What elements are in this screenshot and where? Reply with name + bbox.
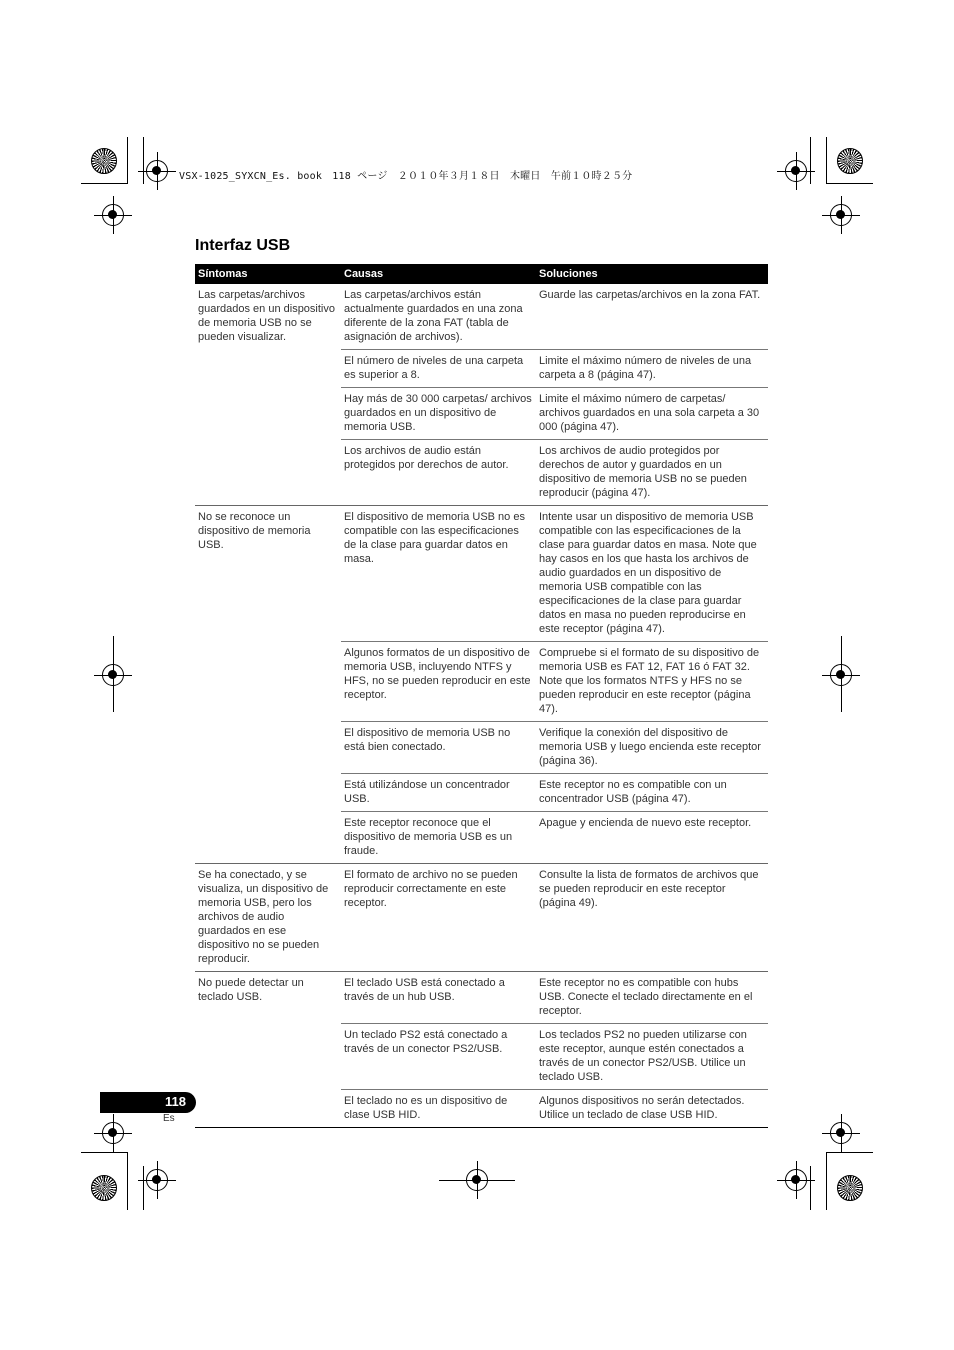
cause-cell: Los archivos de audio están protegidos por derechos de autor. (341, 440, 536, 506)
page-number: 118 (165, 1094, 186, 1109)
cause-cell: Las carpetas/archivos están actualmente guardados en una zona diferente de la zona FAT (tabla de asignación de archivos). (344, 289, 523, 343)
registration-mark-icon (830, 1122, 852, 1144)
solution-cell: Apague y encienda de nuevo este receptor. (536, 812, 768, 864)
color-bar-icon (91, 148, 117, 174)
section-title: Interfaz USB (195, 237, 291, 254)
solution-cell: Guarde las carpetas/archivos en la zona FAT. (539, 289, 761, 301)
cause-cell: Algunos formatos de un dispositivo de memoria USB, incluyendo NTFS y HFS, no se pueden reproducir en este receptor. (341, 642, 536, 722)
troubleshooting-table (195, 264, 768, 1128)
table-row (195, 864, 768, 972)
registration-mark-icon (830, 204, 852, 226)
solution-cell: Consulte la lista de formatos de archivos que se pueden reproducir en este receptor (página 49). (536, 864, 768, 972)
registration-mark-icon (146, 1169, 168, 1191)
column-header-symptoms: Síntomas (195, 264, 341, 284)
cause-cell: El teclado no es un dispositivo de clase USB HID. (341, 1090, 536, 1128)
solution-cell: Los teclados PS2 no pueden utilizarse con este receptor, aunque estén conectados a través de un conector PS2/USB. Utilice un teclado USB. (536, 1024, 768, 1090)
symptom-cell: Se ha conectado, y se visualiza, un dispositivo de memoria USB, pero los archivos de audio guardados en ese dispositivo no se pueden reproducir. (195, 864, 341, 972)
table-row (195, 506, 768, 642)
cause-cell: Un teclado PS2 está conectado a través de un conector PS2/USB. (341, 1024, 536, 1090)
solution-cell: Los archivos de audio protegidos por derechos de autor y guardados en un dispositivo de memoria USB no se pueden reproducir (página 47). (536, 440, 768, 506)
table-row (195, 284, 768, 350)
solution-cell: Verifique la conexión del dispositivo de memoria USB y luego encienda este receptor (página 36). (536, 722, 768, 774)
symptom-cell: Las carpetas/archivos guardados en un dispositivo de memoria USB no se pueden visualizar. (198, 289, 335, 343)
color-bar-icon (837, 1175, 863, 1201)
color-bar-icon (837, 148, 863, 174)
page-language: Es (163, 1113, 175, 1124)
print-header: VSX-1025_SYXCN_Es. book 118 ページ ２０１０年３月１８日 木曜日 午前１０時２５分 (179, 171, 633, 182)
page-number-badge (100, 1092, 196, 1113)
solution-cell: Este receptor no es compatible con un concentrador USB (página 47). (536, 774, 768, 812)
symptom-cell: No puede detectar un teclado USB. (195, 972, 341, 1128)
solution-cell: Compruebe si el formato de su dispositivo de memoria USB es FAT 12, FAT 16 ó FAT 32. Note que los formatos NTFS y HFS no se pueden reproducir en este receptor (página 47). (536, 642, 768, 722)
registration-mark-icon (785, 1169, 807, 1191)
table-header-row (195, 264, 768, 284)
solution-cell: Limite el máximo número de niveles de una carpeta a 8 (página 47). (536, 350, 768, 388)
column-header-solutions: Soluciones (536, 264, 768, 284)
registration-mark-icon (146, 160, 168, 182)
column-header-causes: Causas (341, 264, 536, 284)
cause-cell: Está utilizándose un concentrador USB. (341, 774, 536, 812)
registration-mark-icon (102, 204, 124, 226)
color-bar-icon (91, 1175, 117, 1201)
cause-cell: El número de niveles de una carpeta es superior a 8. (341, 350, 536, 388)
solution-cell: Algunos dispositivos no serán detectados. Utilice un teclado de clase USB HID. (536, 1090, 768, 1128)
registration-mark-icon (785, 160, 807, 182)
cause-cell: Este receptor reconoce que el dispositivo de memoria USB es un fraude. (341, 812, 536, 864)
cause-cell: Hay más de 30 000 carpetas/ archivos guardados en un dispositivo de memoria USB. (341, 388, 536, 440)
solution-cell: Limite el máximo número de carpetas/ archivos guardados en una sola carpeta a 30 000 (página 47). (536, 388, 768, 440)
cause-cell: El dispositivo de memoria USB no está bien conectado. (341, 722, 536, 774)
cause-cell: El formato de archivo no se pueden reproducir correctamente en este receptor. (341, 864, 536, 972)
solution-cell: Intente usar un dispositivo de memoria USB compatible con las especificaciones de la clase para guardar datos en masa. Note que hay casos en los que hasta los archivos de audio guardados en un dispositivo de memoria USB compatible con las especificaciones de la clase para guardar datos en masa no pueden reproducirse en este receptor (página 47). (536, 506, 768, 642)
registration-mark-icon (102, 1122, 124, 1144)
cause-cell: El teclado USB está conectado a través de un hub USB. (341, 972, 536, 1024)
symptom-cell: No se reconoce un dispositivo de memoria USB. (195, 506, 341, 864)
table-row (195, 972, 768, 1024)
cause-cell: El dispositivo de memoria USB no es compatible con las especificaciones de la clase para guardar datos en masa. (341, 506, 536, 642)
solution-cell: Este receptor no es compatible con hubs USB. Conecte el teclado directamente en el receptor. (536, 972, 768, 1024)
